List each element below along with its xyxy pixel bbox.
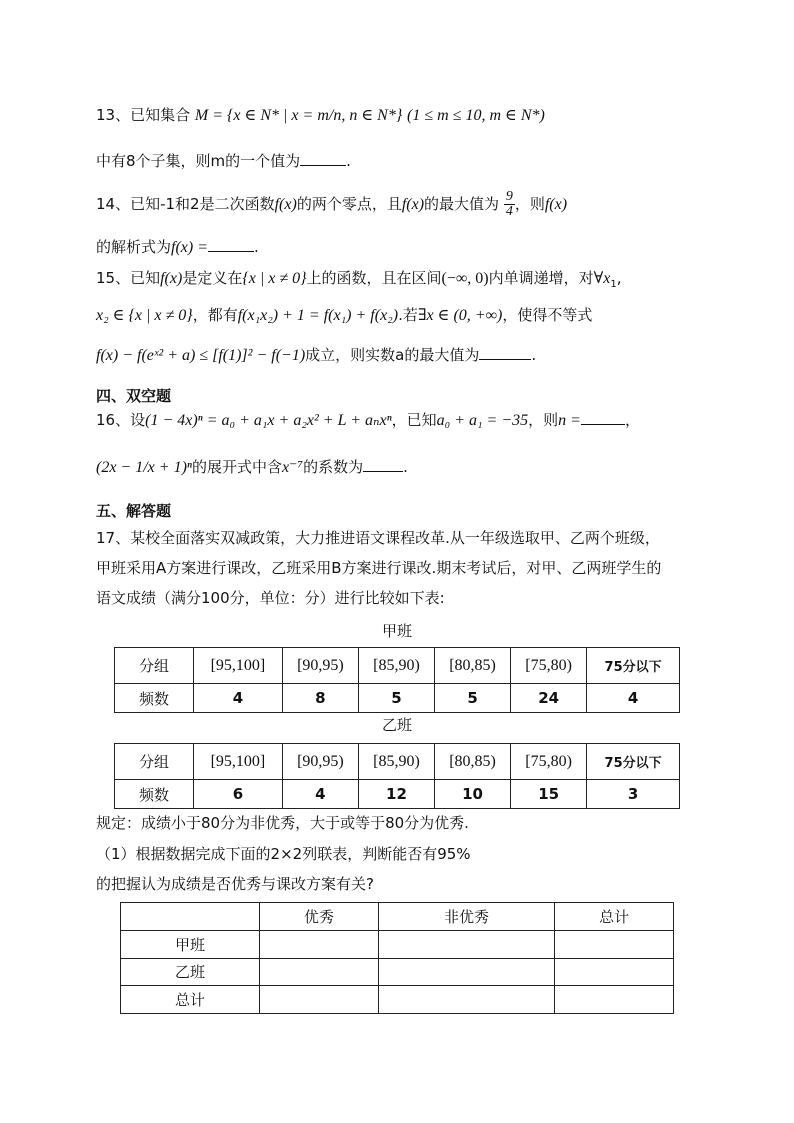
q17-text-1: 某校全面落实双减政策，大力推进语文课程改革.从一年级选取甲、乙两个班级， [130, 529, 660, 547]
table-b [114, 743, 680, 809]
table-b-count: 4 [282, 780, 358, 809]
contingency-cell[interactable] [260, 930, 379, 958]
table-b-count: 10 [435, 780, 511, 809]
section-5-heading: 五、解答题 [96, 502, 172, 520]
q14-number: 14、 [96, 195, 131, 213]
contingency-cell[interactable] [260, 986, 379, 1014]
q13-answer-blank[interactable] [300, 151, 346, 166]
contingency-table [120, 902, 674, 1014]
contingency-header [121, 903, 260, 931]
contingency-cell[interactable] [555, 958, 674, 986]
q16-period: . [403, 458, 408, 476]
q13-line1 [96, 104, 545, 127]
q16-line2 [96, 456, 408, 479]
table-b-group: [90,95) [282, 744, 358, 780]
q15-text-e: ，都有 [192, 306, 238, 324]
q14-text-b: 的两个零点，且 [296, 195, 402, 213]
q16-text-b: ，已知 [391, 411, 437, 429]
q17-sub1: （1）根据数据完成下面的2×2列联表，判断能否有95% [96, 845, 471, 863]
q17-sub1b: 的把握认为成绩是否优秀与课改方案有关? [96, 875, 374, 893]
q17-number: 17、 [96, 529, 131, 547]
q16-binomial: (2x − 1/x + 1)ⁿ [96, 459, 192, 476]
q15-line2 [96, 304, 592, 327]
table-a [114, 647, 680, 713]
table-b-group: [85,90) [358, 744, 434, 780]
q14-fx-eq: f(x) = [171, 239, 209, 256]
q15-text-a: 已知 [130, 269, 161, 287]
q15-text-b: 是定义在 [182, 269, 243, 287]
table-b-row1-label: 分组 [115, 744, 194, 780]
table-b-count: 15 [511, 780, 587, 809]
q16-n-eq: n = [558, 412, 581, 429]
contingency-row-label: 乙班 [121, 958, 260, 986]
q13-period: . [346, 152, 351, 170]
q13-text: 中有8个子集，则m的一个值为 [96, 152, 301, 170]
table-a-count: 4 [587, 684, 680, 713]
table-b-group: [95,100] [194, 744, 283, 780]
q16-comma: ， [624, 411, 640, 429]
q16-line1 [96, 409, 640, 432]
table-b-count: 12 [358, 780, 434, 809]
q14-period: . [254, 238, 259, 256]
contingency-cell[interactable] [378, 986, 554, 1014]
q13-number: 13、 [96, 106, 131, 124]
table-a-row2-label: 频数 [115, 684, 194, 713]
section-4-heading: 四、双空题 [96, 387, 172, 405]
q16-expansion: (1 − 4x)ⁿ = a₀ + a₁x + a₂x² + L + aₙxⁿ [145, 412, 392, 429]
q15-text-f: .若 [398, 306, 418, 324]
contingency-cell[interactable] [260, 958, 379, 986]
q17-p1 [96, 527, 660, 549]
q14-fraction [504, 190, 515, 219]
table-a-group: [95,100] [194, 648, 283, 684]
contingency-cell[interactable] [555, 930, 674, 958]
q13-set-expression: M = {x ∈ N* | x = m/n, n ∈ N*} [194, 107, 403, 124]
q14-line2 [96, 236, 259, 259]
q14-fx-1: f(x) [274, 196, 297, 213]
q14-frac-num: 9 [505, 189, 513, 204]
q14-fx-3: f(x) [544, 196, 568, 213]
contingency-header: 优秀 [260, 903, 379, 931]
table-a-row1-label: 分组 [115, 648, 194, 684]
table-b-group: [75,80) [511, 744, 587, 780]
q17-rule: 规定：成绩小于80分为非优秀，大于或等于80分为优秀. [96, 814, 469, 832]
contingency-cell[interactable] [555, 986, 674, 1014]
q15-inequality: f(x) − f(eˣ² + a) ≤ [f(1)]² − f(−1) [96, 347, 306, 364]
q15-fx: f(x) [160, 270, 183, 287]
contingency-header: 总计 [555, 903, 674, 931]
q15-number: 15、 [96, 269, 131, 287]
table-a-count: 4 [194, 684, 283, 713]
q16-text-a: 设 [130, 411, 146, 429]
contingency-header: 非优秀 [378, 903, 554, 931]
q14-text-e: 的解析式为 [96, 238, 172, 256]
table-b-count: 3 [587, 780, 680, 809]
q13-condition: (1 ≤ m ≤ 10, m ∈ N*) [407, 107, 545, 124]
q13-line2 [96, 150, 351, 172]
q14-fx-2: f(x) [401, 196, 425, 213]
q14-frac-den: 4 [505, 204, 513, 219]
table-a-group: [75,80) [511, 648, 587, 684]
table-b-caption: 乙班 [381, 716, 412, 734]
q15-forall: ∀x [593, 270, 611, 287]
contingency-cell[interactable] [378, 930, 554, 958]
q14-line1 [96, 190, 567, 219]
contingency-cell[interactable] [378, 958, 554, 986]
contingency-row-label: 总计 [121, 986, 260, 1014]
q16-text-e: 的系数为 [303, 458, 364, 476]
table-a-group: [80,85) [435, 648, 511, 684]
q14-text-d: ，则 [514, 195, 545, 213]
table-b-row2-label: 频数 [115, 780, 194, 809]
table-a-group: 75分以下 [587, 648, 680, 684]
q16-term: x⁻⁷ [281, 459, 304, 476]
table-a-group: [85,90) [358, 648, 434, 684]
q15-exists: ∃x ∈ (0, +∞) [417, 307, 503, 324]
q14-text-a: 已知-1和2是二次函数 [130, 195, 275, 213]
q16-answer-blank-2[interactable] [363, 457, 403, 472]
table-a-group: [90,95) [282, 648, 358, 684]
q15-answer-blank[interactable] [479, 345, 531, 360]
q15-functional-eq: f(x₁x₂) + 1 = f(x₁) + f(x₂) [237, 307, 399, 324]
q16-number: 16、 [96, 411, 131, 429]
table-a-count: 5 [435, 684, 511, 713]
q15-domain: {x | x ≠ 0} [242, 270, 307, 287]
q15-line1: 15、已知f(x)是定义在{x | x ≠ 0}上的函数，且在区间(−∞, 0)内单调递增，对$\forall x_1$, [96, 269, 622, 290]
q15-x2-domain: x₂ ∈ {x | x ≠ 0} [96, 307, 193, 324]
contingency-row-label: 甲班 [121, 930, 260, 958]
q15-line3 [96, 344, 536, 367]
q16-answer-blank-1[interactable] [581, 410, 625, 425]
q16-text-d: 的展开式中含 [191, 458, 282, 476]
q16-text-c: ，则 [528, 411, 559, 429]
q14-answer-blank[interactable] [208, 237, 254, 252]
q17-p2: 甲班采用A方案进行课改，乙班采用B方案进行课改.期末考试后，对甲、乙两班学生的 [96, 559, 662, 577]
table-a-count: 24 [511, 684, 587, 713]
table-b-count: 6 [194, 780, 283, 809]
table-a-count: 8 [282, 684, 358, 713]
table-b-group: 75分以下 [587, 744, 680, 780]
table-a-count: 5 [358, 684, 434, 713]
q13-lead: 已知集合 [130, 106, 191, 124]
q14-text-c: 的最大值为 [424, 195, 500, 213]
q15-interval: (−∞, 0) [441, 270, 489, 287]
q15-text-c: 上的函数，且在区间 [306, 269, 442, 287]
table-a-caption: 甲班 [381, 622, 412, 640]
table-b-group: [80,85) [435, 744, 511, 780]
q15-text-d: 内单调递增，对 [488, 269, 594, 287]
q15-text-h: 成立，则实数a的最大值为 [305, 346, 480, 364]
q15-period: . [531, 346, 537, 364]
q16-condition: a₀ + a₁ = −35 [436, 412, 529, 429]
q17-p3: 语文成绩（满分100分，单位：分）进行比较如下表: [96, 589, 445, 607]
q15-text-g: ，使得不等式 [502, 306, 593, 324]
